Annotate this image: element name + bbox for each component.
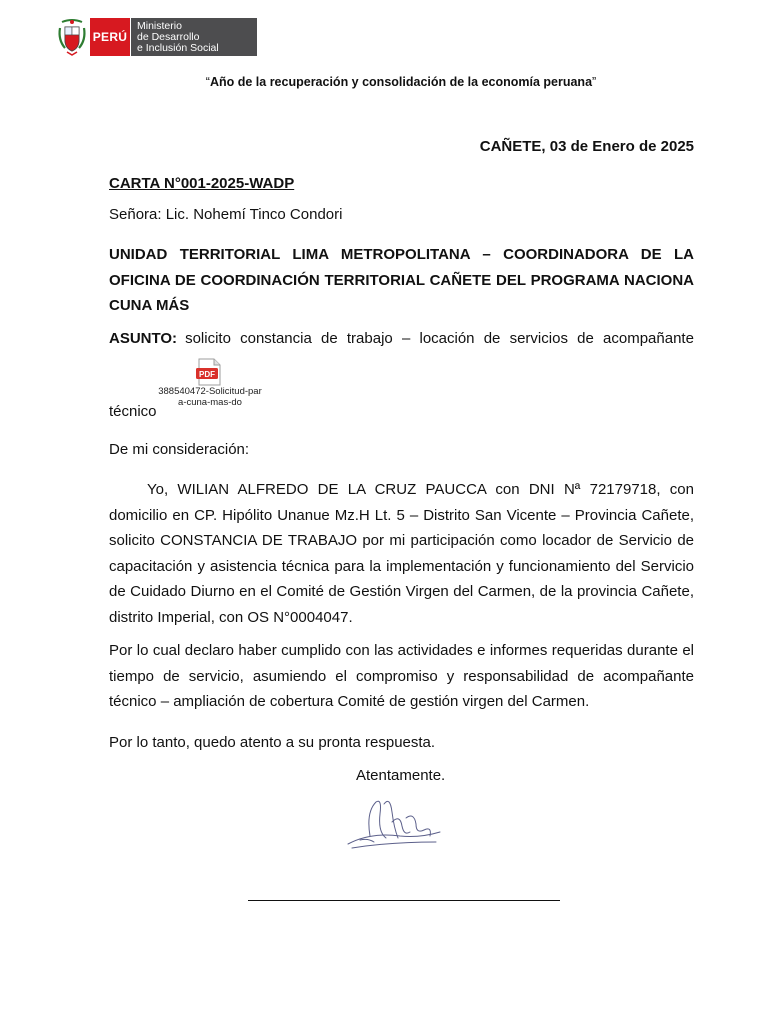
subject-text	[185, 330, 694, 347]
year-motto	[0, 75, 768, 89]
subject-word: de	[483, 330, 501, 347]
subject-word: –	[401, 330, 411, 347]
handwritten-signature-icon	[340, 792, 450, 856]
subject-continuation: técnico	[109, 403, 157, 420]
body-paragraph-2: Por lo cual declaro haber cumplido con las actividades e informes requeridas durante el tiempo de servicio, asumiendo el compromiso y responsabilidad de acompañante técnico – ampliación de cobertura Comité de gestión virgen del Carmen.	[109, 642, 694, 710]
subject-line	[109, 330, 694, 347]
subject-word: locación	[419, 330, 475, 347]
quote-open: “	[205, 75, 210, 89]
subject-word: solicito	[185, 330, 231, 347]
ministry-line: de Desarrollo	[137, 31, 200, 43]
attachment-filename[interactable]: 388540472-Solicitud-para-cuna-mas-do	[158, 386, 262, 408]
subject-word: servicios	[509, 330, 568, 347]
subject-word: de	[321, 330, 338, 347]
subject-word: de	[577, 330, 594, 347]
pdf-attachment[interactable]	[158, 358, 262, 408]
ministry-name	[130, 18, 257, 56]
greeting: De mi consideración:	[109, 441, 250, 458]
ministry-logo	[56, 18, 257, 56]
subject-word: trabajo	[346, 330, 393, 347]
pdf-file-icon	[195, 358, 223, 386]
peru-coat-of-arms-icon	[56, 18, 88, 56]
recipient: Señora: Lic. Nohemí Tinco Condori	[109, 206, 343, 223]
signature-line	[248, 900, 560, 901]
subject-label: ASUNTO:	[109, 330, 178, 347]
letter-number: CARTA N°001-2025-WADP	[109, 175, 295, 192]
peru-label: PERÚ	[90, 18, 130, 56]
pdf-icon-text: PDF	[199, 369, 215, 379]
subject-word: constancia	[240, 330, 312, 347]
closing: Atentamente.	[356, 767, 446, 784]
body-paragraph-3: Por lo tanto, quedo atento a su pronta respuesta.	[109, 734, 436, 751]
ministry-line: e Inclusión Social	[137, 42, 219, 54]
ministry-line: Ministerio	[137, 20, 182, 32]
subject-word: acompañante	[603, 330, 694, 347]
body-paragraph-1: Yo, WILIAN ALFREDO DE LA CRUZ PAUCCA con DNI Nª 72179718, con domicilio en CP. Hipólito Unanue Mz.H Lt. 5 – Distrito San Vicente – Provincia Cañete, solicito CONSTANCIA DE TRABAJO por mi participación como locador de Servicio de capacitación y asistencia técnica para la implementación y funcionamiento del Servicio de Cuidado Diurno en el Comité de Gestión Virgen del Carmen, de la provincia Cañete, distrito Imperial, con OS N°0004047.	[109, 481, 694, 626]
quote-close: ”	[592, 75, 597, 89]
recipient-unit: UNIDAD TERRITORIAL LIMA METROPOLITANA – COORDINADORA DE LA OFICINA DE COORDINACIÓN TERRITORIAL CAÑETE DEL PROGRAMA NACIONA CUNA MÁS	[109, 246, 694, 314]
year-motto-text: Año de la recuperación y consolidación de la economía peruana	[209, 75, 593, 89]
date-line: CAÑETE, 03 de Enero de 2025	[479, 138, 694, 155]
